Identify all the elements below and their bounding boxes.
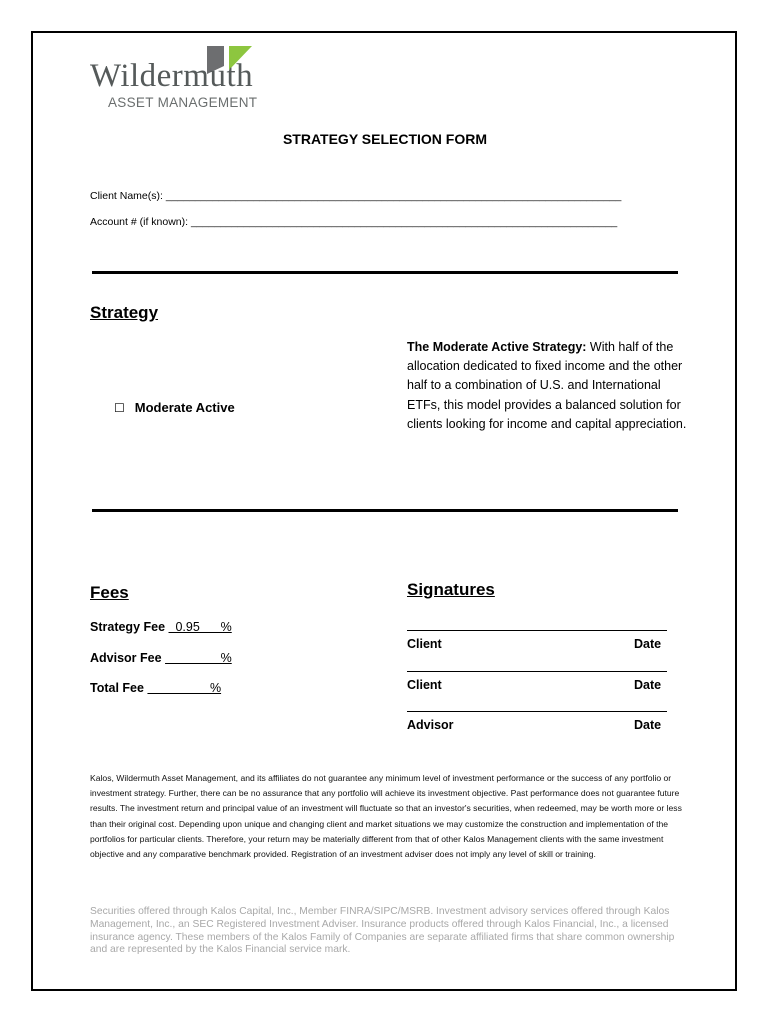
form-title: STRATEGY SELECTION FORM xyxy=(282,131,488,147)
strategy-desc-title: The Moderate Active Strategy: xyxy=(407,340,587,354)
footer-disclosure: Securities offered through Kalos Capital, Inc., Member FINRA/SIPC/MSRB. Investment advisory services offered through Kalos Management, Inc., an SEC Registered Investment Adviser. Insurance products offered through Kalos Financial, Inc., a licensed insurance agency. These members of the Kalos Family of Companies are separate affiliated firms that share common ownership and are represented by the Kalos Financial service mark. xyxy=(90,906,675,956)
strategy-fee-value[interactable]: 0.95 % xyxy=(168,620,232,634)
strategy-fee-row[interactable] xyxy=(90,620,232,634)
disclaimer-text: Kalos, Wildermuth Asset Management, and its affiliates do not guarantee any minimum level of investment performance or the success of any portfolio or investment strategy. Further, there can be no assurance that any portfolio will achieve its investment objective. Past performance does not guarantee future results. The investment return and principal value of an investment will fluctuate so that an investor's securities, when redeemed, may be worth more or less than their original cost. Depending upon unique and changing client and market situations we may customize the construction and implementation of the portfolios for particular clients. Therefore, your return may be materially different from that of other Kalos Management clients with the same investment objective and any comparative benchmark provided. Registration of an investment adviser does not imply any level of skill or training. xyxy=(90,773,682,860)
signatures-heading: Signatures xyxy=(407,580,495,599)
brand-subtitle: ASSET MANAGEMENT xyxy=(108,95,258,110)
divider-top xyxy=(92,271,678,274)
strategy-description xyxy=(407,338,687,434)
signature-label-client-1: Client xyxy=(407,637,442,651)
total-fee-row[interactable] xyxy=(90,681,221,695)
client-names-field[interactable]: Client Name(s): ______________________________________________________________________________ xyxy=(90,190,622,202)
strategy-desc-body: With half of the allocation dedicated to fixed income and the other half to a combination of U.S. and International ETFs, this model provides a balanced solution for clients looking for income and capital appreciation. xyxy=(407,340,687,431)
fees-heading: Fees xyxy=(90,583,129,602)
option-label: Moderate Active xyxy=(134,400,235,415)
moderate-active-option[interactable] xyxy=(114,400,235,415)
signature-line-client-2[interactable] xyxy=(407,671,667,672)
advisor-fee-label: Advisor Fee xyxy=(90,651,162,665)
signature-label-client-2: Client xyxy=(407,678,442,692)
total-fee-label: Total Fee xyxy=(90,681,144,695)
brand-name: Wildermuth xyxy=(90,58,254,94)
signature-line-client-1[interactable] xyxy=(407,630,667,631)
total-fee-value[interactable]: % xyxy=(147,681,222,695)
signature-date-advisor: Date xyxy=(634,718,662,732)
signature-date-client-1: Date xyxy=(634,637,662,651)
signature-line-advisor[interactable] xyxy=(407,711,667,712)
strategy-fee-label: Strategy Fee xyxy=(90,620,166,634)
signature-label-advisor: Advisor xyxy=(407,718,454,732)
advisor-fee-value[interactable]: % xyxy=(165,651,232,665)
divider-middle xyxy=(92,509,678,512)
checkbox-icon[interactable]: ☐ xyxy=(114,401,125,415)
strategy-heading: Strategy xyxy=(90,303,159,322)
signature-date-client-2: Date xyxy=(634,678,662,692)
account-number-field[interactable]: Account # (if known): _________________________________________________________________________ xyxy=(90,216,618,228)
advisor-fee-row[interactable] xyxy=(90,651,232,665)
